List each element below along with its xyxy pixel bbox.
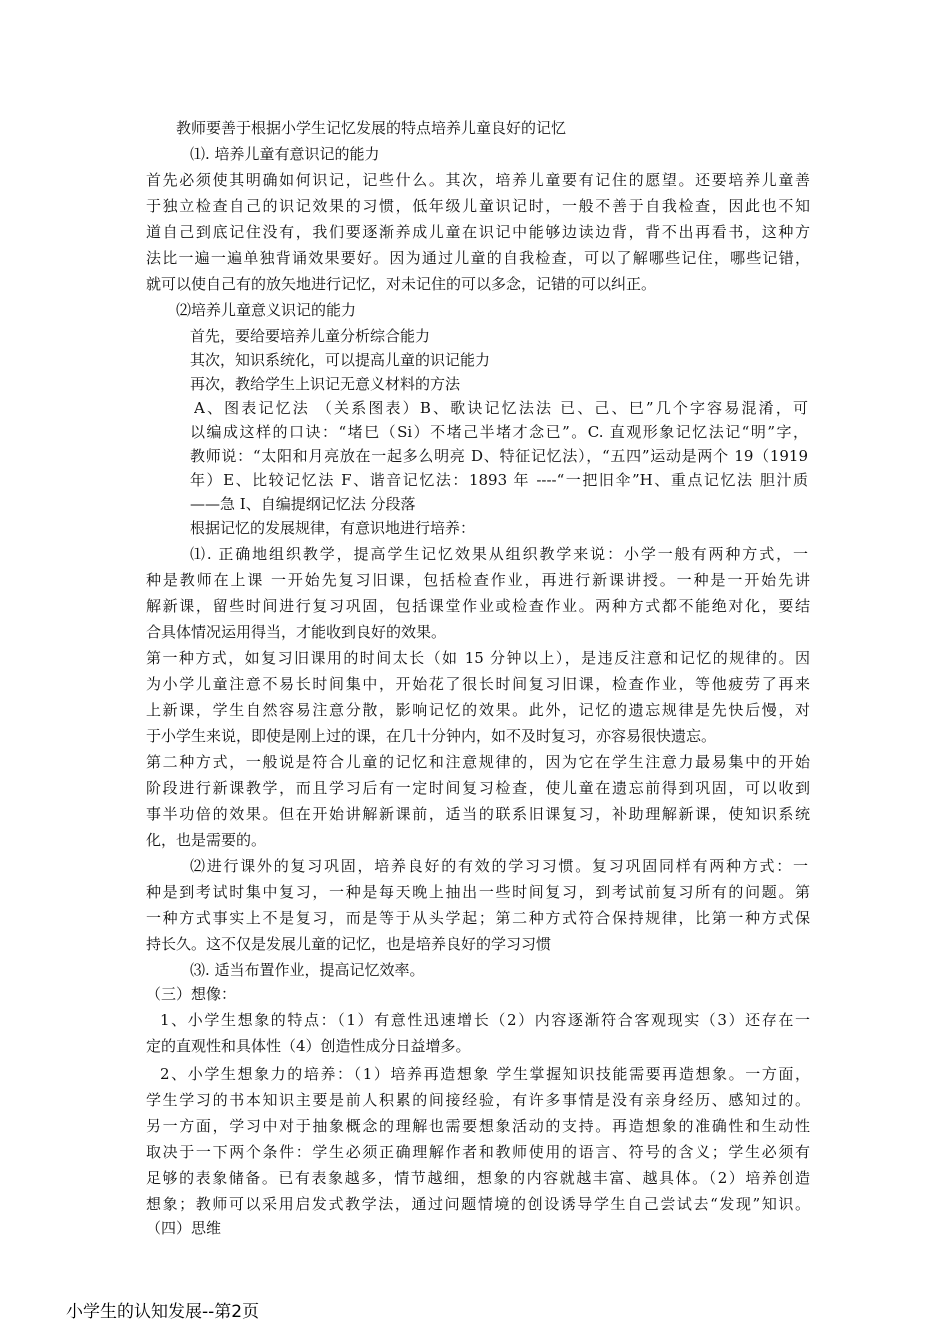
paragraph-line: 第二种方式，一般说是符合儿童的记忆和注意规律的，因为它在学生注意力最易集中的开始 <box>146 753 810 771</box>
subsection-heading: ⑴. 培养儿童有意识记的能力 <box>190 145 380 163</box>
paragraph-line: 于独立检查自己的识记效果的习惯，低年级儿童识记时，一般不善于自我检查，因此也不知 <box>146 197 810 215</box>
paragraph-line: 定的直观性和具体性（4）创造性成分日益增多。 <box>146 1037 471 1055</box>
paragraph-line: 种是到考试时集中复习，一种是每天晚上抽出一些时间复习，到考试前复习所有的问题。第 <box>146 883 810 901</box>
page-footer: 小学生的认知发展--第2页 <box>66 1302 260 1322</box>
paragraph-line: 第一种方式，如复习旧课用的时间太长（如 15 分钟以上），是违反注意和记忆的规律的。因 <box>146 649 810 667</box>
paragraph-line: 其次，知识系统化，可以提高儿童的识记能力 <box>190 351 491 369</box>
paragraph-line: 教师说：“太阳和月亮放在一起多么明亮 D、特征记忆法），“五四”运动是两个 19（1919 <box>190 447 808 465</box>
paragraph-line: 首先，要给要培养儿童分析综合能力 <box>190 327 431 345</box>
paragraph-line: 一种方式事实上不是复习，而是等于从头学起；第二种方式符合保持规律，比第一种方式保 <box>146 909 810 927</box>
paragraph-line: 法比一遍一遍单独背诵效果要好。因为通过儿童的自我检查，可以了解哪些记住，哪些记错， <box>146 249 810 267</box>
paragraph-line: 道自己到底记住没有，我们要逐渐养成儿童在识记中能够边读边背，背不出再看书，这种方 <box>146 223 810 241</box>
paragraph-line: 学生学习的书本知识主要是前人积累的间接经验，有许多事情是没有亲身经历、感知过的。 <box>146 1091 810 1109</box>
paragraph-line: 上新课，学生自然容易注意分散，影响记忆的效果。此外，记忆的遗忘规律是先快后慢，对 <box>146 701 810 719</box>
paragraph-line: 另一方面，学习中对于抽象概念的理解也需要想象活动的支持。再造想象的准确性和生动性 <box>146 1117 810 1135</box>
paragraph-line: 为小学儿童注意不易长时间集中，开始花了很长时间复习旧课，检查作业，等他疲劳了再来 <box>146 675 810 693</box>
paragraph-line: 根据记忆的发展规律，有意识地进行培养： <box>190 519 476 537</box>
paragraph-line: 合具体情况运用得当，才能收到良好的效果。 <box>146 623 447 641</box>
paragraph-line: 足够的表象储备。已有表象越多，情节越细，想象的内容就越丰富、越具体。（2）培养创造 <box>146 1169 810 1187</box>
section-heading: （三）想像： <box>146 985 237 1003</box>
paragraph-line: 种是教师在上课 一开始先复习旧课，包括检查作业，再进行新课讲授。一种是一开始先讲 <box>146 571 810 589</box>
paragraph-line: ⑵进行课外的复习巩固，培养良好的有效的学习习惯。复习巩固同样有两种方式：一 <box>190 857 808 875</box>
paragraph-line: 事半功倍的效果。但在开始讲解新课前，适当的联系旧课复习，补助理解新课，使知识系统 <box>146 805 810 823</box>
paragraph-line: 解新课，留些时间进行复习巩固，包括课堂作业或检查作业。两种方式都不能绝对化，要结 <box>146 597 810 615</box>
paragraph-line: 1、小学生想象的特点：（1）有意性迅速增长（2）内容逐渐符合客观现实（3）还存在一 <box>160 1011 810 1029</box>
paragraph-line: 年）E、比较记忆法 F、谐音记忆法：1893 年 ----“一把旧伞”H、重点记忆法 胆汁质 <box>190 471 808 489</box>
paragraph-line: 于小学生来说，即使是刚上过的课，在几十分钟内，如不及时复习，亦容易很快遗忘。 <box>146 727 717 745</box>
subsection-heading: ⑵培养儿童意义识记的能力 <box>176 301 357 319</box>
paragraph-line: 阶段进行新课教学，而且学习后有一定时间复习检查，使儿童在遗忘前得到巩固，可以收到 <box>146 779 810 797</box>
section-heading: 教师要善于根据小学生记忆发展的特点培养儿童良好的记忆 <box>176 119 567 137</box>
paragraph-line: 首先必须使其明确如何识记，记些什么。其次，培养儿童要有记住的愿望。还要培养儿童善 <box>146 171 810 189</box>
paragraph-line: 就可以使自己有的放矢地进行记忆，对未记住的可以多念，记错的可以纠正。 <box>146 275 657 293</box>
paragraph-line: 2、小学生想象力的培养：（1）培养再造想象 学生掌握知识技能需要再造想象。一方面， <box>160 1065 810 1083</box>
section-heading: （四）思维 <box>146 1219 222 1237</box>
paragraph-line: 取决于一下两个条件：学生必须正确理解作者和教师使用的语言、符号的含义；学生必须有 <box>146 1143 810 1161</box>
paragraph-line: 再次，教给学生上识记无意义材料的方法 <box>190 375 461 393</box>
paragraph-line: 持长久。这不仅是发展儿童的记忆，也是培养良好的学习习惯 <box>146 935 552 953</box>
paragraph-line: 化，也是需要的。 <box>146 831 267 849</box>
paragraph-line: 想象；教师可以采用启发式教学法，通过问题情境的创设诱导学生自己尝试去“发现”知识。 <box>146 1195 810 1213</box>
paragraph-line: ⑶. 适当布置作业，提高记忆效率。 <box>190 961 425 979</box>
paragraph-line: 以编成这样的口诀：“堵巳（Si）不堵己半堵才念已”。C. 直观形象记忆法记“明”字， <box>190 423 808 441</box>
paragraph-line: ⑴. 正确地组织教学，提高学生记忆效果从组织教学来说：小学一般有两种方式，一 <box>190 545 808 563</box>
paragraph-line: ——急 I、自编提纲记忆法 分段落 <box>190 495 416 513</box>
paragraph-line: A、图表记忆法 （关系图表）B、歌诀记忆法法 已、己、巳”几个字容易混淆，可 <box>194 399 808 417</box>
